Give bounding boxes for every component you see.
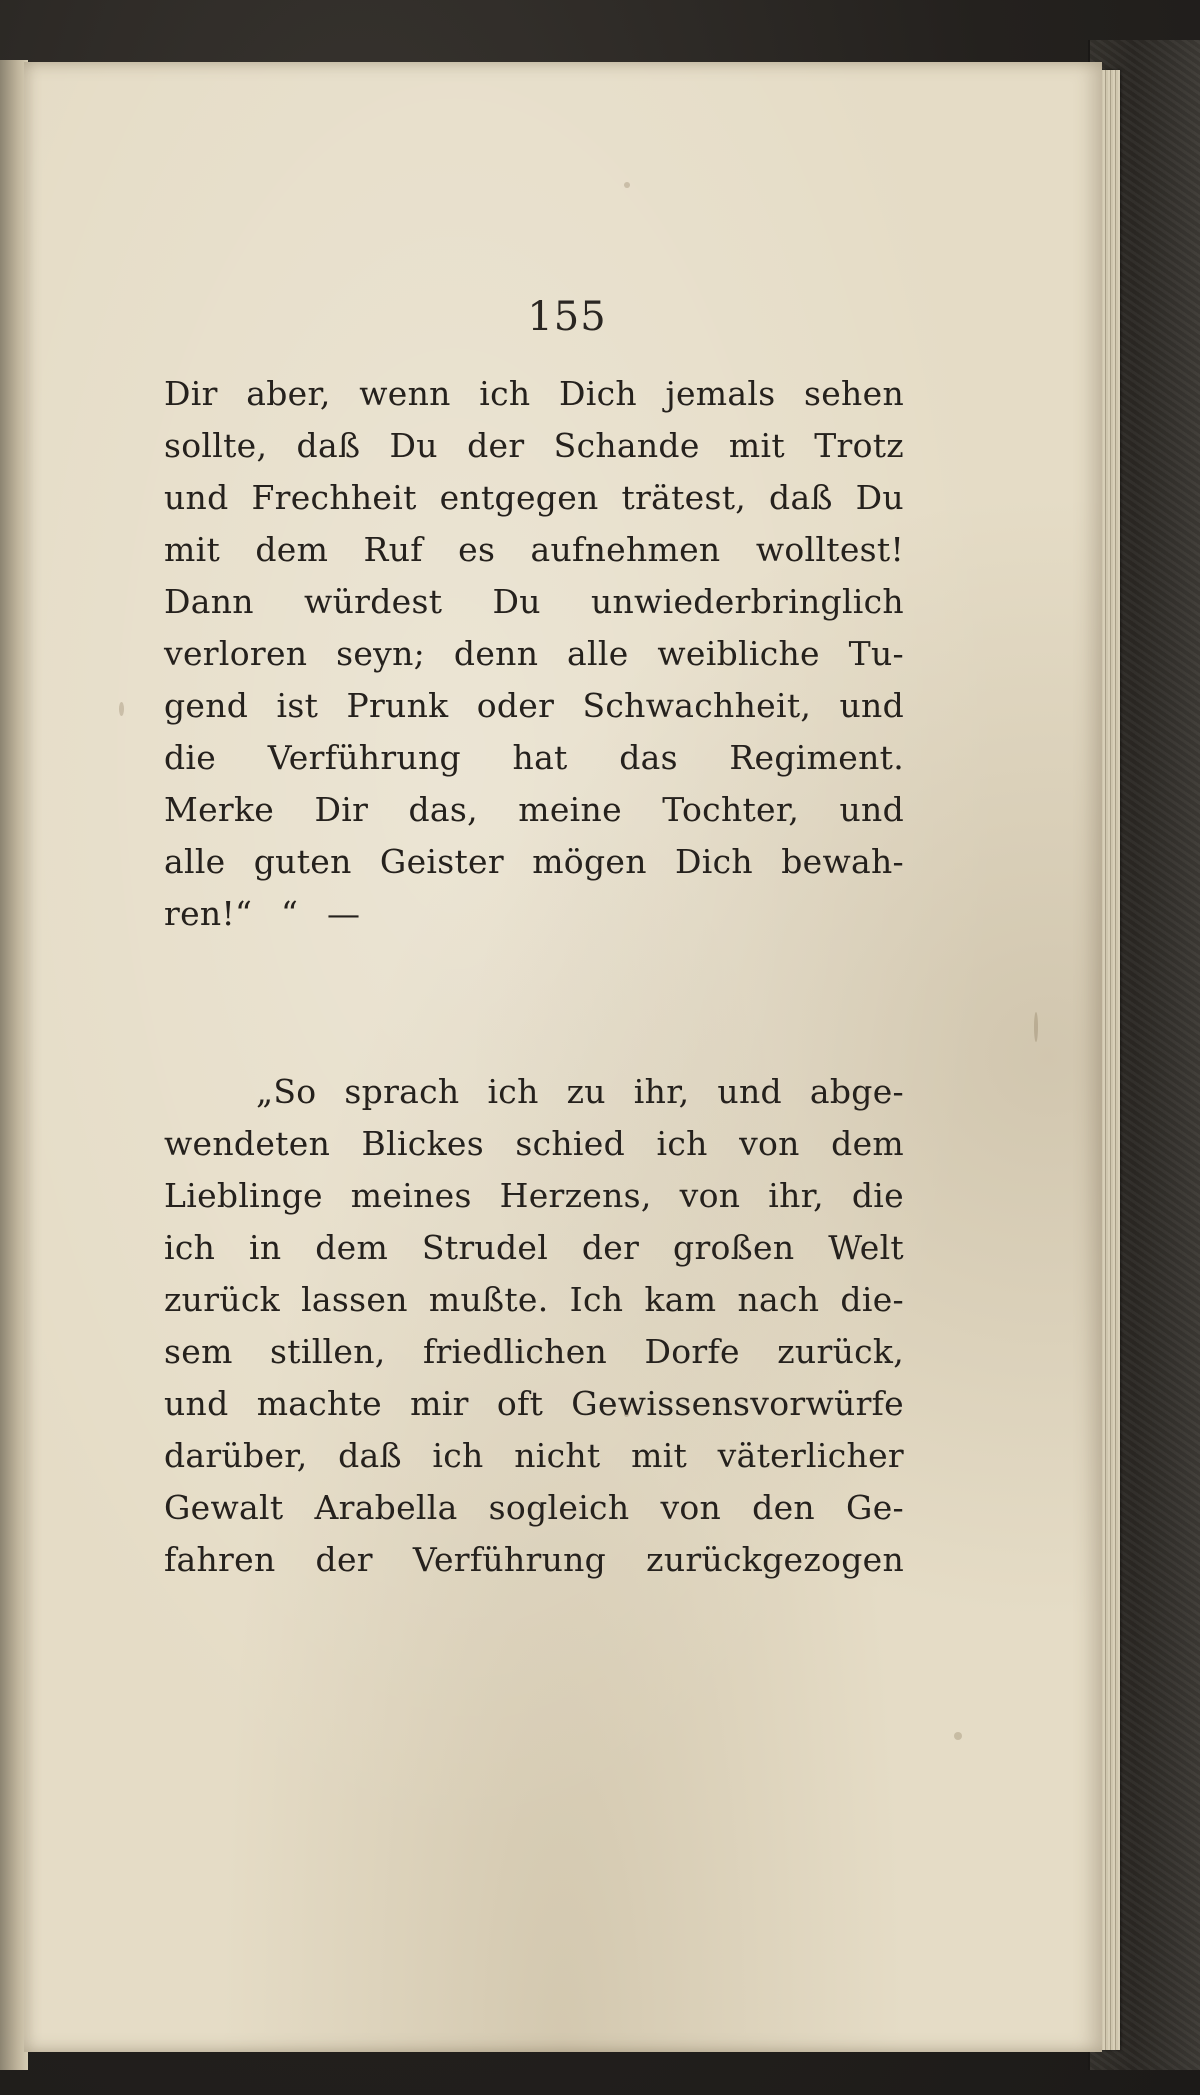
book-page bbox=[24, 62, 1102, 2052]
text-line: gend ist Prunk oder Schwachheit, und bbox=[164, 686, 904, 725]
paper-spot bbox=[954, 1732, 962, 1740]
paper-spot bbox=[624, 182, 630, 188]
text-line: ich in dem Strudel der großen Welt bbox=[164, 1228, 904, 1267]
text-line: alle guten Geister mögen Dich bewah- bbox=[164, 842, 904, 881]
text-line: darüber, daß ich nicht mit väterlicher bbox=[164, 1436, 904, 1475]
text-line: „So sprach ich zu ihr, und abge- bbox=[256, 1072, 904, 1111]
text-line: sollte, daß Du der Schande mit Trotz bbox=[164, 426, 904, 465]
text-line: Dann würdest Du unwiederbringlich bbox=[164, 582, 904, 621]
text-line: verloren seyn; denn alle weibliche Tu- bbox=[164, 634, 904, 673]
text-line: mit dem Ruf es aufnehmen wolltest! bbox=[164, 530, 904, 569]
paper-spot bbox=[119, 702, 124, 716]
text-line: die Verführung hat das Regiment. bbox=[164, 738, 904, 777]
text-line: Lieblinge meines Herzens, von ihr, die bbox=[164, 1176, 904, 1215]
text-line: Dir aber, wenn ich Dich jemals sehen bbox=[164, 374, 904, 413]
text-line: Merke Dir das, meine Tochter, und bbox=[164, 790, 904, 829]
text-line: wendeten Blickes schied ich von dem bbox=[164, 1124, 904, 1163]
page-number: 155 bbox=[527, 294, 607, 340]
text-line: und machte mir oft Gewissensvorwürfe bbox=[164, 1384, 904, 1423]
text-line: zurück lassen mußte. Ich kam nach die- bbox=[164, 1280, 904, 1319]
paper-spot bbox=[1034, 1012, 1038, 1042]
text-line: und Frechheit entgegen trätest, daß Du bbox=[164, 478, 904, 517]
text-line: Gewalt Arabella sogleich von den Ge- bbox=[164, 1488, 904, 1527]
text-line: ren!“ “ — bbox=[164, 894, 361, 933]
text-line: sem stillen, friedlichen Dorfe zurück, bbox=[164, 1332, 904, 1371]
text-line: fahren der Verführung zurückgezogen bbox=[164, 1540, 904, 1579]
